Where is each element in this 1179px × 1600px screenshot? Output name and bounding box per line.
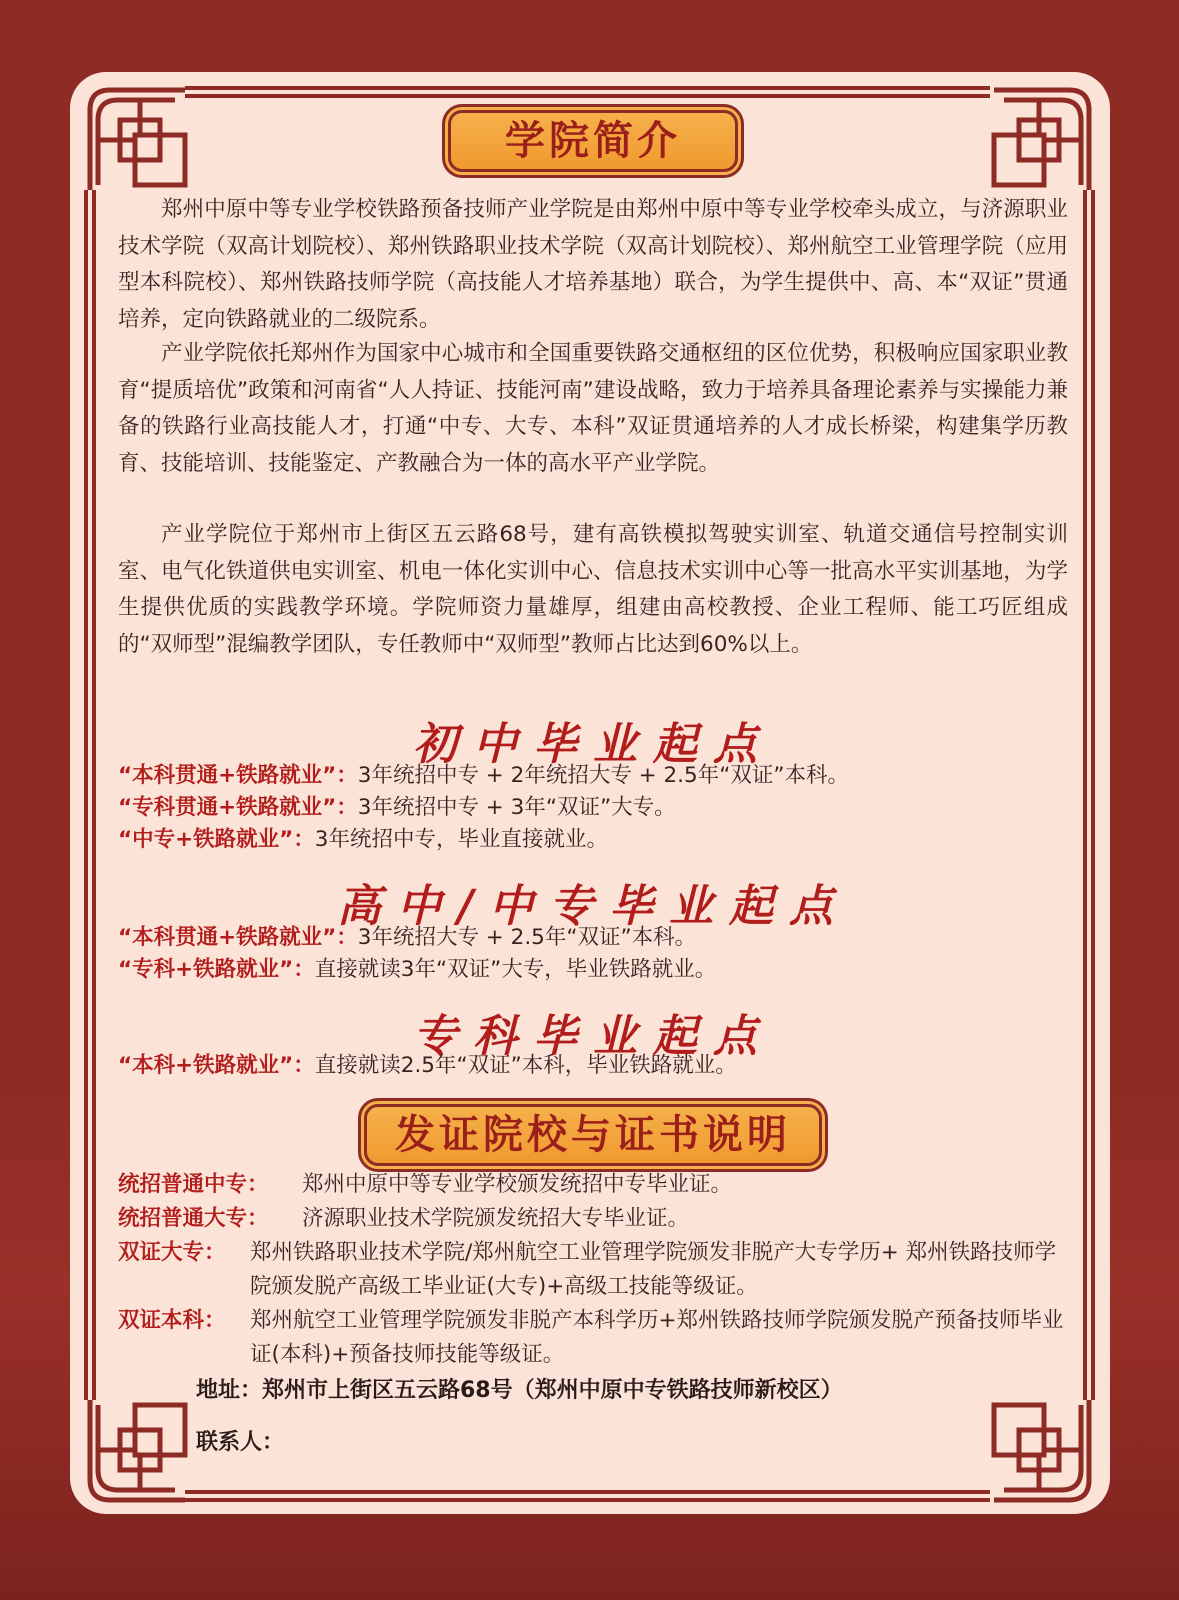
cert-item-4-label: 双证本科： [118,1308,226,1333]
college-item-1 [118,1050,1068,1082]
cert-item-3-text: 郑州铁路职业技术学院/郑州航空工业管理学院颁发非脱产大专学历+ 郑州铁路技师学院颁发脱产高级工毕业证(大专)+高级工技能等级证。 [250,1240,1057,1299]
intro-paragraph-1: 郑州中原中等专业学校铁路预备技师产业学院是由郑州中原中等专业学校牵头成立，与济源职业技术学院（双高计划院校）、郑州铁路职业技术学院（双高计划院校）、郑州航空工业管理学院（应用型本科院校）、郑州铁路技师学院（高技能人才培养基地）联合，为学生提供中、高、本“双证”贯通培养，定向铁路就业的二级院系。 [118,197,1068,332]
junior-item-3-text: 3年统招中专，毕业直接就业。 [314,827,608,852]
junior-item-1-text: 3年统招中专 + 2年统招大专 + 2.5年“双证”本科。 [357,763,849,788]
intro-title: 学院简介 [448,110,738,172]
cert-item-2 [118,1202,1068,1236]
junior-item-1 [118,760,1068,792]
junior-item-1-label: “本科贯通+铁路就业”： [118,763,358,788]
senior-item-1 [118,922,1068,954]
junior-title: 初中毕业起点 [413,719,773,770]
junior-item-2-text: 3年统招中专 + 3年“双证”大专。 [357,795,676,820]
cert-item-2-label: 统招普通大专： [118,1206,269,1231]
cert-item-1-label: 统招普通中专： [118,1172,269,1197]
cert-item-1-text: 郑州中原中等专业学校颁发统招中专毕业证。 [302,1172,733,1197]
college-item-1-text: 直接就读2.5年“双证”本科，毕业铁路就业。 [314,1053,737,1078]
intro-paragraph-2: 产业学院依托郑州作为国家中心城市和全国重要铁路交通枢纽的区位优势，积极响应国家职业教育“提质培优”政策和河南省“人人持证、技能河南”建设战略，致力于培养具备理论素养与实操能力兼备的铁路行业高技能人才，打通“中专、大专、本科”双证贯通培养的人才成长桥梁，构建集学历教育、技能培训、技能鉴定、产教融合为一体的高水平产业学院。 [118,341,1068,476]
senior-item-1-label: “本科贯通+铁路就业”： [118,925,358,950]
college-item-1-label: “本科+铁路就业”： [118,1053,315,1078]
certs-title: 发证院校与证书说明 [364,1104,822,1166]
contact-person: 联系人： [196,1430,285,1455]
senior-item-2-label: “专科+铁路就业”： [118,957,315,982]
cert-item-3-label: 双证大专： [118,1240,226,1265]
junior-item-3-label: “中专+铁路就业”： [118,827,315,852]
cert-item-3 [118,1236,1068,1304]
cert-item-1 [118,1168,1068,1202]
college-title: 专科毕业起点 [413,1011,773,1062]
cert-item-2-text: 济源职业技术学院颁发统招大专毕业证。 [302,1206,690,1231]
intro-paragraph-3: 产业学院位于郑州市上街区五云路68号，建有高铁模拟驾驶实训室、轨道交通信号控制实训室、电气化铁道供电实训室、机电一体化实训中心、信息技术实训中心等一批高水平实训基地，为学生提供优质的实践教学环境。学院师资力量雄厚，组建由高校教授、企业工程师、能工巧匠组成的“双师型”混编教学团队，专任教师中“双师型”教师占比达到60%以上。 [118,522,1068,657]
cert-item-4 [118,1304,1068,1372]
junior-item-2-label: “专科贯通+铁路就业”： [118,795,358,820]
cert-item-4-text: 郑州航空工业管理学院颁发非脱产本科学历+郑州铁路技师学院颁发脱产预备技师毕业证(本科)+预备技师技能等级证。 [250,1308,1064,1367]
senior-item-2 [118,954,1068,986]
address: 地址：郑州市上街区五云路68号（郑州中原中专铁路技师新校区） [196,1378,843,1403]
senior-item-2-text: 直接就读3年“双证”大专，毕业铁路就业。 [314,957,717,982]
junior-item-2 [118,792,1068,824]
senior-item-1-text: 3年统招大专 + 2.5年“双证”本科。 [357,925,697,950]
senior-title: 高中/中专毕业起点 [336,881,850,932]
junior-item-3 [118,824,1068,856]
